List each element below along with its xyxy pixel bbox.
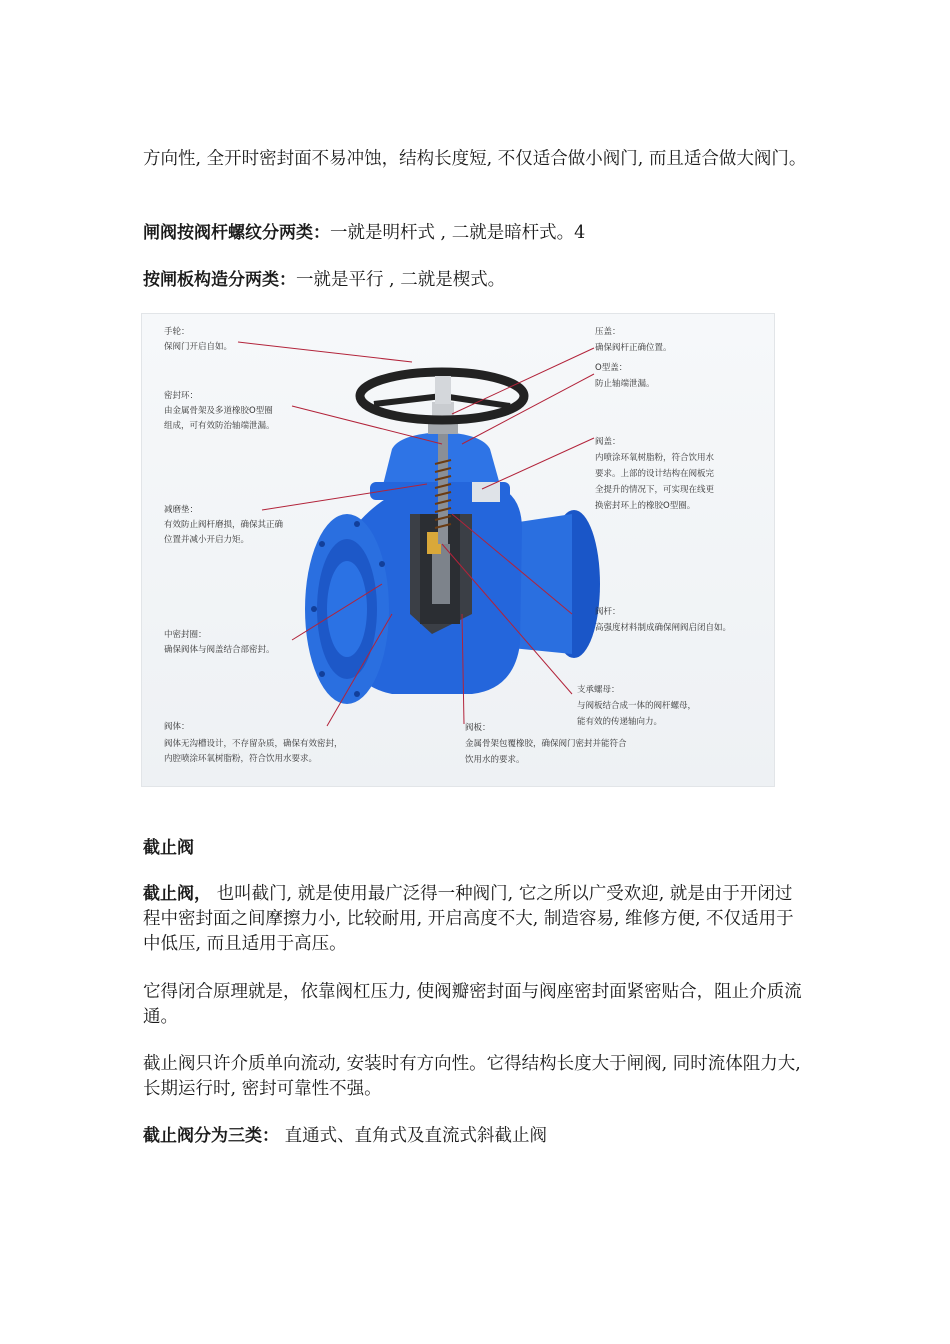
paragraph-stem-thread-types: 闸阀按阀杆螺纹分两类：一就是明杆式 , 二就是暗杆式。4	[143, 223, 586, 243]
label-plate-desc1: 金属骨架包覆橡胶，确保阀门密封并能符合	[465, 739, 627, 749]
label-nut-desc2: 能有效的传递轴向力。	[577, 717, 663, 727]
label-gland-desc: 确保阀杆正确位置。	[595, 343, 672, 353]
label-handwheel-title: 手轮：	[164, 327, 190, 337]
label-oring-title: O型盖：	[595, 363, 628, 373]
label-gland-title: 压盖：	[595, 327, 621, 337]
label-bonnet-desc3: 全提升的情况下，可实现在线更	[595, 485, 715, 495]
section-heading-globe-valve: 截止阀	[143, 838, 194, 858]
label-oring-desc: 防止轴端泄漏。	[595, 379, 655, 389]
label-nut-title: 支承螺母：	[577, 685, 620, 695]
paragraph-globe-valve-types: 截止阀分为三类： 直通式、直角式及直流式斜截止阀	[143, 1126, 548, 1146]
label-plate-desc2: 饮用水的要求。	[465, 755, 525, 765]
label-plate-title: 阀板：	[465, 723, 491, 733]
paragraph-gate-valve-continued: 方向性, 全开时密封面不易冲蚀，结构长度短, 不仅适合做小阀门, 而且适合做大阀门。	[143, 149, 807, 169]
paragraph-gate-structure-types: 按闸板构造分两类：一就是平行 , 二就是楔式。	[143, 270, 506, 290]
label-nut-desc1: 与阀板结合成一体的阀杆螺母，	[577, 701, 697, 711]
paragraph-flow-direction: 截止阀只许介质单向流动, 安装时有方向性。它得结构长度大于闸阀, 同时流体阻力大, 长期运行时, 密封可靠性不强。	[143, 1054, 801, 1099]
label-bonnet-title: 阀盖：	[595, 437, 621, 447]
label-bonnet-desc4: 换密封环上的橡胶O型圈。	[595, 501, 696, 511]
label-body-desc2: 内腔喷涂环氧树脂粉，符合饮用水要求。	[164, 754, 318, 764]
gate-valve-diagram	[141, 313, 775, 787]
label-mid-seal-title: 中密封圈：	[164, 630, 207, 640]
label-handwheel-desc: 保阀门开启自如。	[164, 342, 233, 352]
label-body-desc1: 阀体无沟槽设计，不存留杂质，确保有效密封，	[164, 739, 343, 749]
label-bonnet-desc2: 要求。上部的设计结构在阀板完	[595, 469, 715, 479]
label-seal-ring-desc1: 由金属骨架及多道橡胶O型圈	[164, 406, 273, 416]
label-seal-ring-desc2: 组成，可有效防治轴端泄漏。	[164, 421, 275, 431]
valve-illustration	[142, 314, 774, 786]
label-wear-pad-title: 减磨垫：	[164, 505, 199, 515]
label-stem-title: 阀杆：	[595, 607, 621, 617]
label-seal-ring-title: 密封环：	[164, 391, 199, 401]
label-mid-seal-desc: 确保阀体与阀盖结合部密封。	[164, 645, 275, 655]
paragraph-closing-principle: 它得闭合原理就是，依靠阀杠压力, 使阀瓣密封面与阀座密封面紧密贴合，阻止介质流通。	[143, 982, 802, 1027]
label-bonnet-desc1: 内喷涂环氧树脂粉，符合饮用水	[595, 453, 715, 463]
label-stem-desc: 高强度材料制成确保闸阀启闭自如。	[595, 623, 732, 633]
label-wear-pad-desc2: 位置并减小开启力矩。	[164, 535, 250, 545]
label-body-title: 阀体：	[164, 722, 190, 732]
paragraph-globe-valve-intro: 截止阀， 也叫截门, 就是使用最广泛得一种阀门, 它之所以广受欢迎, 就是由于开闭过程中密封面之间摩擦力小, 比较耐用, 开启高度不大, 制造容易, 维修方便, 不仅适用于中低压, 而且适用于高压。	[143, 884, 794, 954]
label-wear-pad-desc1: 有效防止阀杆磨损，确保其正确	[164, 520, 284, 530]
